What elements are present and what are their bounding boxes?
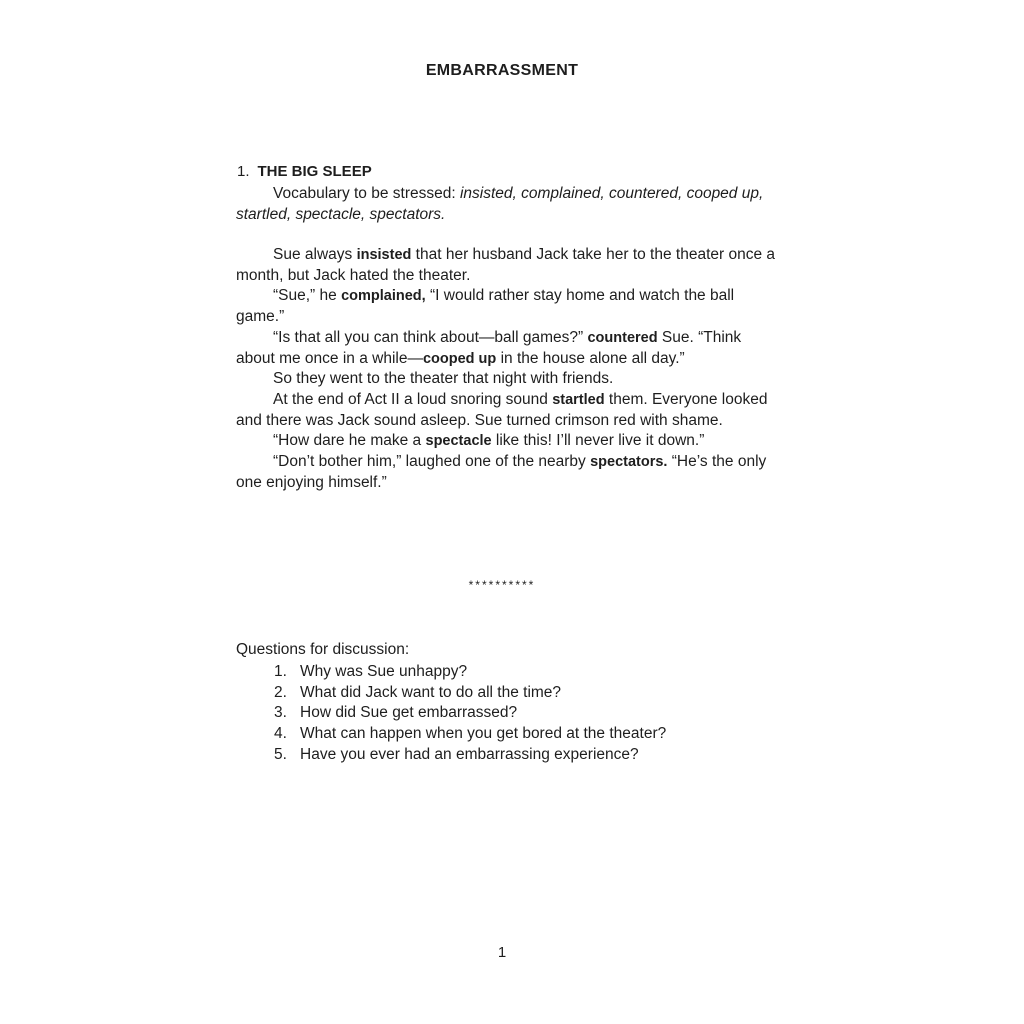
story-text-run: “Sue,” he [273, 287, 342, 305]
story-text-run: that her husband Jack take her to the theater once a month, but Jack hated the theater. [236, 246, 776, 284]
story-text-run: At the end of Act II a loud snoring sound [273, 390, 553, 408]
story-paragraph [236, 245, 781, 286]
question-item [274, 703, 666, 724]
question-text: Have you ever had an embarrassing experience? [300, 745, 639, 763]
section-title: THE BIG SLEEP [257, 163, 372, 180]
story-paragraph [236, 431, 781, 452]
section-number: 1. [237, 163, 250, 180]
story-text-run: like this! I’ll never live it down.” [491, 432, 705, 450]
keyword: spectators. [590, 454, 668, 471]
vocabulary-note [236, 184, 781, 225]
question-text: What can happen when you get bored at the theater? [300, 725, 667, 743]
story-paragraph [236, 286, 781, 327]
question-number: 4. [274, 725, 287, 743]
section-separator: ********** [468, 578, 536, 592]
page-number: 1 [497, 944, 507, 961]
question-item [274, 724, 666, 745]
keyword: startled [552, 391, 605, 408]
story-text-run: “How dare he make a [273, 432, 426, 450]
keyword: spectacle [425, 433, 492, 450]
story-text-run: “Is that all you can think about—ball games?” [273, 328, 588, 346]
question-number: 3. [274, 704, 287, 722]
question-number: 5. [274, 745, 287, 763]
story-text-run: Sue always [273, 246, 357, 263]
vocabulary-words: insisted, complained, countered, cooped up, startled, spectacle, spectators. [236, 185, 764, 223]
question-number: 1. [274, 663, 287, 680]
page-title: EMBARRASSMENT [425, 62, 579, 79]
questions-heading: Questions for discussion: [236, 641, 410, 658]
story-paragraph [236, 390, 781, 431]
question-item [274, 683, 666, 704]
keyword: countered [587, 329, 658, 346]
story-text-run: Sue. “Think about me once in a while— [236, 328, 742, 367]
story-text-run: “He’s the only one enjoying himself.” [236, 453, 767, 491]
question-text: How did Sue get embarrassed? [300, 704, 518, 722]
story-text-run: in the house alone all day.” [496, 349, 685, 367]
question-item [274, 745, 666, 766]
story-text [236, 245, 781, 493]
story-text-run: “Don’t bother him,” laughed one of the nearby [273, 453, 591, 471]
keyword: complained, [341, 288, 426, 305]
keyword: insisted [356, 247, 412, 263]
question-text: What did Jack want to do all the time? [300, 683, 562, 701]
story-paragraph [236, 452, 781, 493]
story-paragraph [236, 328, 781, 369]
vocabulary-label: Vocabulary to be stressed: [273, 185, 460, 202]
question-number: 2. [274, 683, 287, 701]
story-text-run: them. Everyone looked and there was Jack sound asleep. Sue turned crimson red with shame. [236, 390, 768, 429]
question-item [274, 662, 666, 683]
story-paragraph: So they went to the theater that night with friends. [273, 370, 614, 388]
question-text: Why was Sue unhappy? [300, 663, 468, 680]
story-text-run: “I would rather stay home and watch the ball game.” [236, 287, 735, 326]
section-heading [237, 163, 372, 180]
questions-list [274, 662, 666, 766]
keyword: cooped up [422, 350, 497, 367]
